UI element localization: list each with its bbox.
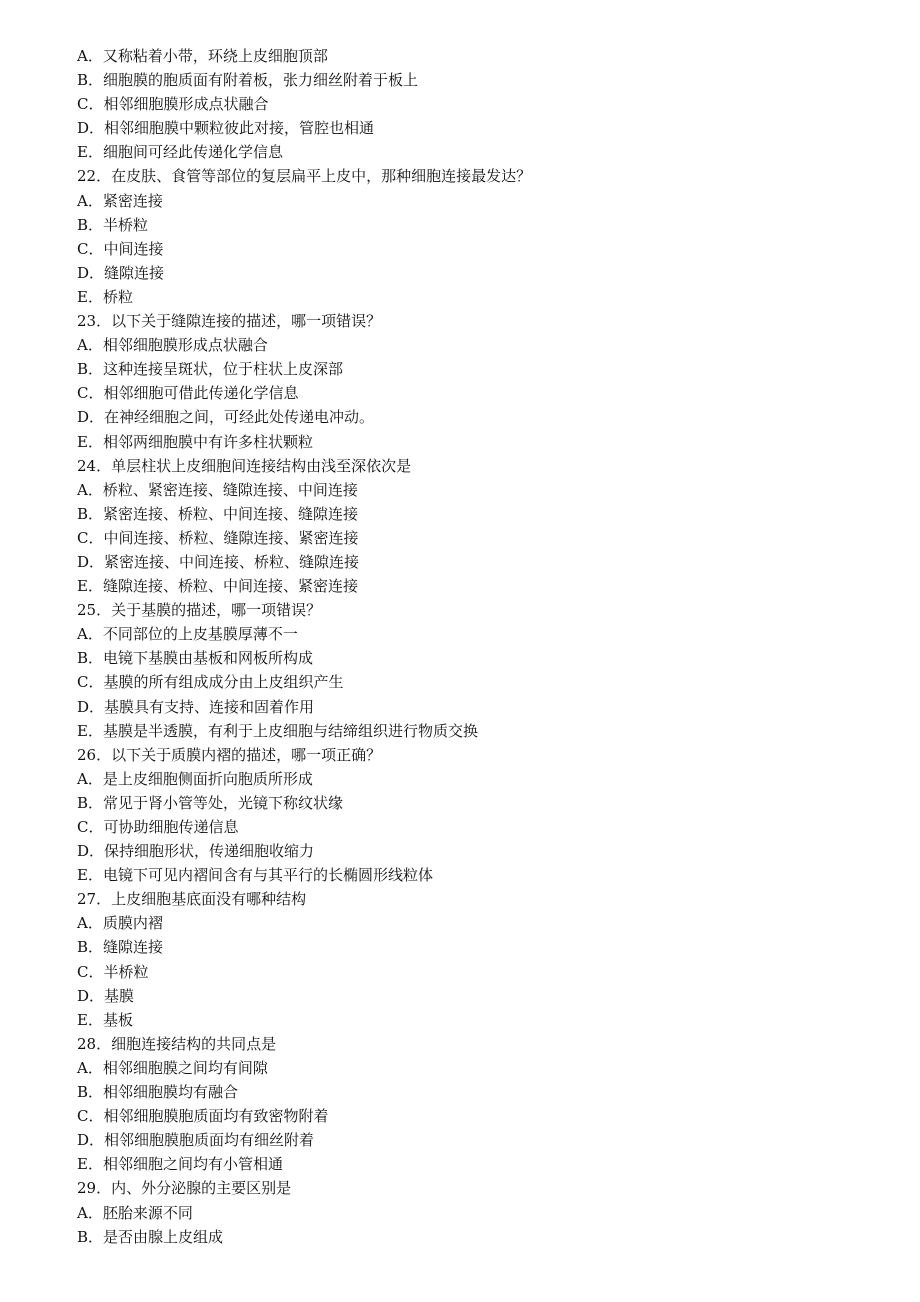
answer-option: A．是上皮细胞侧面折向胞质所形成 bbox=[77, 769, 313, 788]
answer-option: C．可协助细胞传递信息 bbox=[77, 818, 239, 836]
answer-option: C．中间连接、桥粒、缝隙连接、紧密连接 bbox=[77, 528, 359, 547]
answer-option: C．相邻细胞可借此传递化学信息 bbox=[77, 384, 299, 403]
answer-option: B．电镜下基膜由基板和网板所构成 bbox=[77, 649, 314, 668]
answer-option: B．细胞膜的胞质面有附着板，张力细丝附着于板上 bbox=[77, 71, 419, 90]
question-stem: 29．内、外分泌腺的主要区别是 bbox=[77, 1179, 292, 1198]
answer-option: A．相邻细胞膜形成点状融合 bbox=[77, 336, 268, 355]
answer-option: D．相邻细胞膜胞质面均有细丝附着 bbox=[77, 1131, 315, 1150]
answer-option: C．中间连接 bbox=[77, 239, 164, 258]
answer-option: E．基膜是半透膜，有利于上皮细胞与结缔组织进行物质交换 bbox=[77, 721, 478, 740]
answer-option: A．又称粘着小带，环绕上皮细胞顶部 bbox=[77, 47, 328, 65]
answer-option: D．在神经细胞之间，可经此处传递电冲动。 bbox=[77, 408, 375, 427]
answer-option: A．相邻细胞膜之间均有间隙 bbox=[77, 1058, 268, 1077]
question-stem: 28．细胞连接结构的共同点是 bbox=[77, 1034, 277, 1053]
answer-option: A．胚胎来源不同 bbox=[77, 1203, 193, 1222]
answer-option: A．桥粒、紧密连接、缝隙连接、中间连接 bbox=[77, 480, 358, 499]
answer-option: D．基膜具有支持、连接和固着作用 bbox=[77, 697, 315, 716]
answer-option: A．紧密连接 bbox=[77, 191, 163, 210]
answer-option: B．相邻细胞膜均有融合 bbox=[77, 1083, 239, 1102]
answer-option: A．质膜内褶 bbox=[77, 914, 163, 933]
answer-option: B．是否由腺上皮组成 bbox=[77, 1227, 224, 1246]
answer-option: D．相邻细胞膜中颗粒彼此对接，管腔也相通 bbox=[77, 119, 375, 138]
answer-option: E．电镜下可见内褶间含有与其平行的长椭圆形线粒体 bbox=[77, 866, 433, 885]
answer-option: B．这种连接呈斑状，位于柱状上皮深部 bbox=[77, 360, 344, 379]
answer-option: D．缝隙连接 bbox=[77, 263, 165, 282]
answer-option: C．相邻细胞膜形成点状融合 bbox=[77, 95, 269, 114]
answer-option: B．紧密连接、桥粒、中间连接、缝隙连接 bbox=[77, 504, 359, 523]
answer-option: E．缝隙连接、桥粒、中间连接、紧密连接 bbox=[77, 577, 358, 596]
question-stem: 27．上皮细胞基底面没有哪种结构 bbox=[77, 890, 307, 909]
answer-option: B．缝隙连接 bbox=[77, 938, 164, 957]
answer-option: E．相邻两细胞膜中有许多柱状颗粒 bbox=[77, 432, 313, 451]
answer-option: D．保持细胞形状，传递细胞收缩力 bbox=[77, 842, 315, 861]
answer-option: E．桥粒 bbox=[77, 287, 133, 306]
document-page bbox=[77, 44, 877, 1249]
answer-option: C．基膜的所有组成成分由上皮组织产生 bbox=[77, 673, 344, 692]
question-stem: 24．单层柱状上皮细胞间连接结构由浅至深依次是 bbox=[77, 456, 412, 475]
question-stem: 26．以下关于质膜内褶的描述，哪一项正确？ bbox=[77, 745, 382, 764]
answer-option: B．半桥粒 bbox=[77, 215, 149, 234]
answer-option: E．基板 bbox=[77, 1010, 133, 1029]
answer-option: E．相邻细胞之间均有小管相通 bbox=[77, 1155, 283, 1174]
question-stem: 23．以下关于缝隙连接的描述，哪一项错误？ bbox=[77, 312, 382, 331]
answer-option: A．不同部位的上皮基膜厚薄不一 bbox=[77, 625, 298, 644]
answer-option: B．常见于肾小管等处，光镜下称纹状缘 bbox=[77, 793, 344, 812]
answer-option: D．紧密连接、中间连接、桥粒、缝隙连接 bbox=[77, 552, 360, 571]
answer-option: E．细胞间可经此传递化学信息 bbox=[77, 143, 283, 162]
answer-option: C．半桥粒 bbox=[77, 962, 149, 981]
answer-option: D．基膜 bbox=[77, 986, 135, 1005]
answer-option: C．相邻细胞膜胞质面均有致密物附着 bbox=[77, 1107, 329, 1126]
question-stem: 22．在皮肤、食管等部位的复层扁平上皮中，那种细胞连接最发达？ bbox=[77, 167, 532, 186]
question-stem: 25．关于基膜的描述，哪一项错误？ bbox=[77, 601, 322, 620]
